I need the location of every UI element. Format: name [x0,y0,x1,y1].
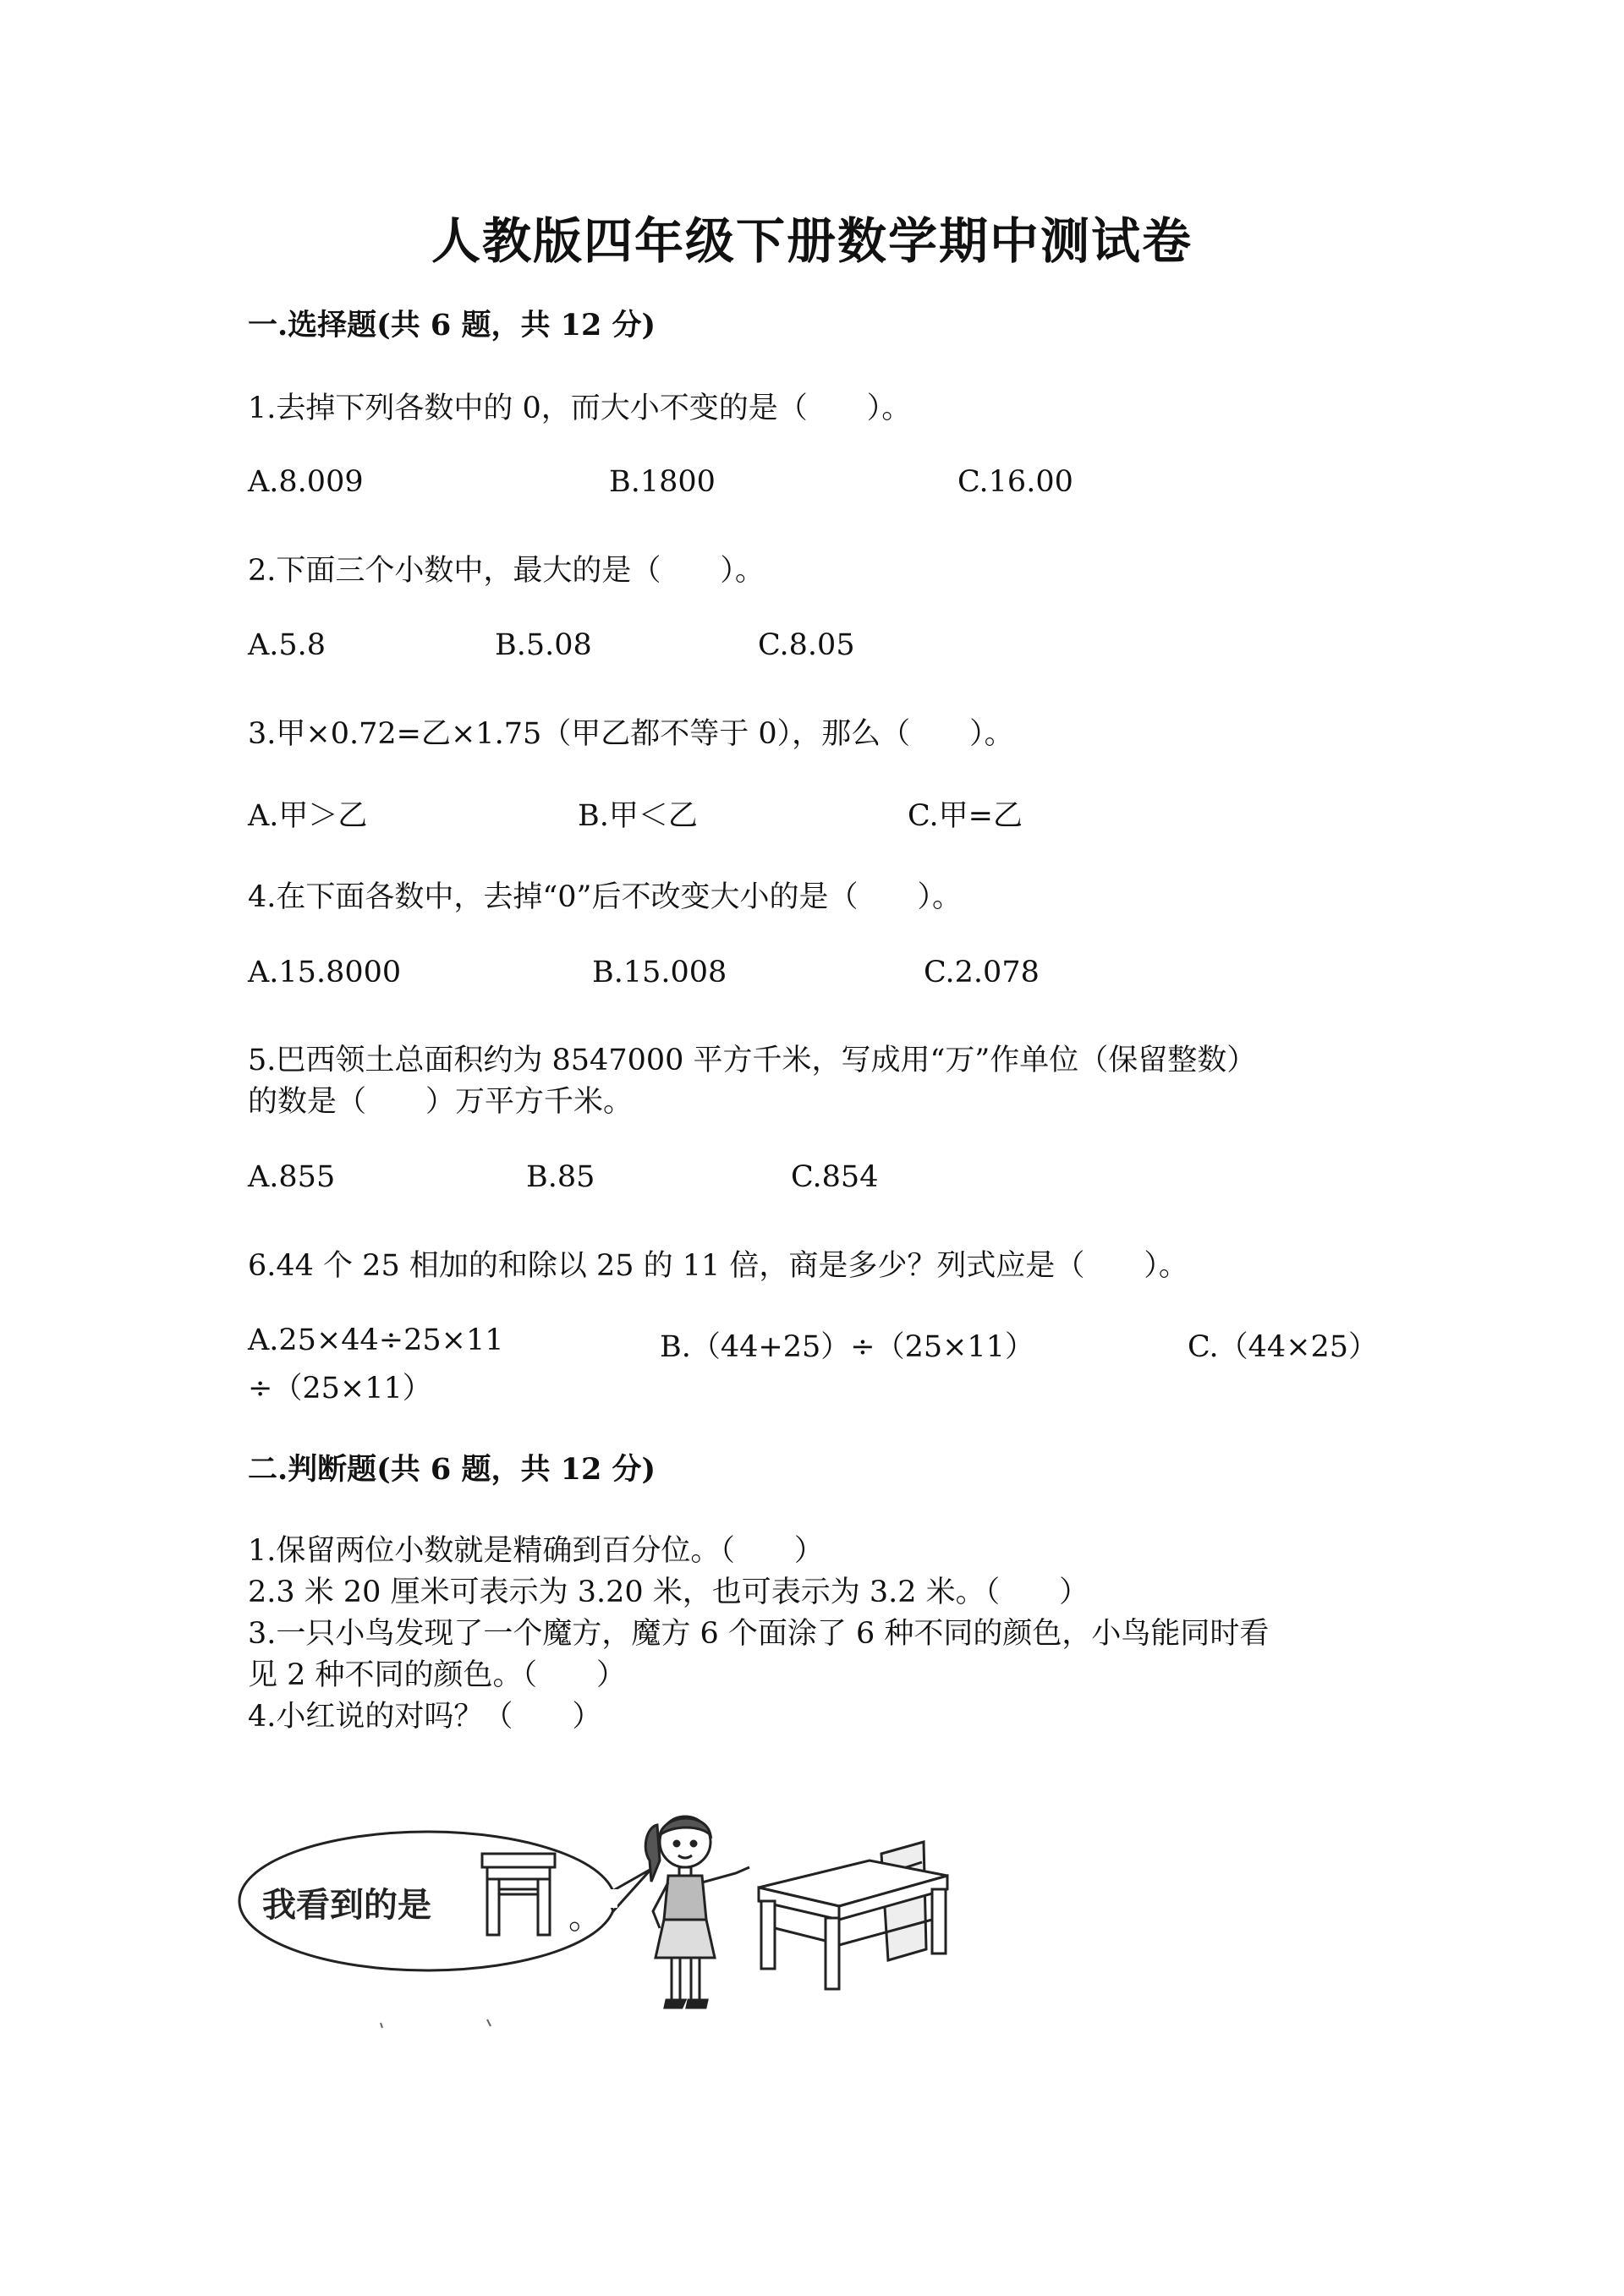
section-heading-judgement: 二.判断题(共 6 题，共 12 分) [248,1452,656,1487]
question-6-option-b: B.（44+25）÷（25×11） [660,1330,1034,1364]
question-6-stem: 6.44 个 25 相加的和除以 25 的 11 倍，商是多少？列式应是（ ）。 [248,1249,1188,1283]
girl-figure [645,1817,749,2008]
question-3-option-b: B.甲＜乙 [578,799,698,833]
question-3-option-c: C.甲=乙 [908,799,1023,833]
question-4-stem: 4.在下面各数中，去掉“0”后不改变大小的是（ ）。 [248,880,962,914]
judgement-item-3-line2: 见 2 种不同的颜色。（ ） [248,1658,627,1692]
question-3-option-a: A.甲＞乙 [248,799,368,833]
question-5-stem-line1: 5.巴西领土总面积约为 8547000 平方千米，写成用“万”作单位（保留整数） [248,1044,1257,1077]
question-2-option-c: C.8.05 [758,628,855,662]
speech-bubble-text: 我看到的是 [262,1886,431,1925]
section-heading-choice: 一.选择题(共 6 题，共 12 分) [248,308,656,342]
question-3-stem: 3.甲×0.72=乙×1.75（甲乙都不等于 0），那么（ ）。 [248,717,1014,751]
question-4-option-a: A.15.8000 [248,956,402,989]
question-1-option-c: C.16.00 [957,465,1073,499]
question-5-option-a: A.855 [248,1160,336,1194]
question-5-option-c: C.854 [791,1160,879,1194]
question-1-option-a: A.8.009 [248,465,364,499]
question-6-option-c-continued: ÷（25×11） [248,1372,432,1406]
judgement-item-4: 4.小红说的对吗？（ ） [248,1700,602,1734]
question-6-option-a: A.25×44÷25×11 [248,1323,504,1357]
judgement-item-2: 2.3 米 20 厘米可表示为 3.20 米，也可表示为 3.2 米。（ ） [248,1575,1089,1609]
illustration-girl-table [237,1801,981,2030]
judgement-item-3-line1: 3.一只小鸟发现了一个魔方，魔方 6 个面涂了 6 种不同的颜色，小鸟能同时看 [248,1617,1270,1651]
page-title: 人教版四年级下册数学期中测试卷 [431,212,1193,270]
question-2-option-a: A.5.8 [248,628,326,662]
table-chair-figure [759,1842,947,1989]
question-1-stem: 1.去掉下列各数中的 0，而大小不变的是（ ）。 [248,392,912,425]
speech-bubble-suffix: 。 [568,1898,602,1937]
question-5-stem-line2: 的数是（ ）万平方千米。 [248,1085,634,1119]
judgement-item-1: 1.保留两位小数就是精确到百分位。（ ） [248,1534,824,1568]
question-2-option-b: B.5.08 [495,628,592,662]
question-4-option-c: C.2.078 [924,956,1040,989]
question-2-stem: 2.下面三个小数中，最大的是（ ）。 [248,554,765,588]
question-4-option-b: B.15.008 [592,956,727,989]
question-5-option-b: B.85 [526,1160,595,1194]
question-1-option-b: B.1800 [609,465,716,499]
question-6-option-c: C.（44×25） [1188,1330,1379,1364]
